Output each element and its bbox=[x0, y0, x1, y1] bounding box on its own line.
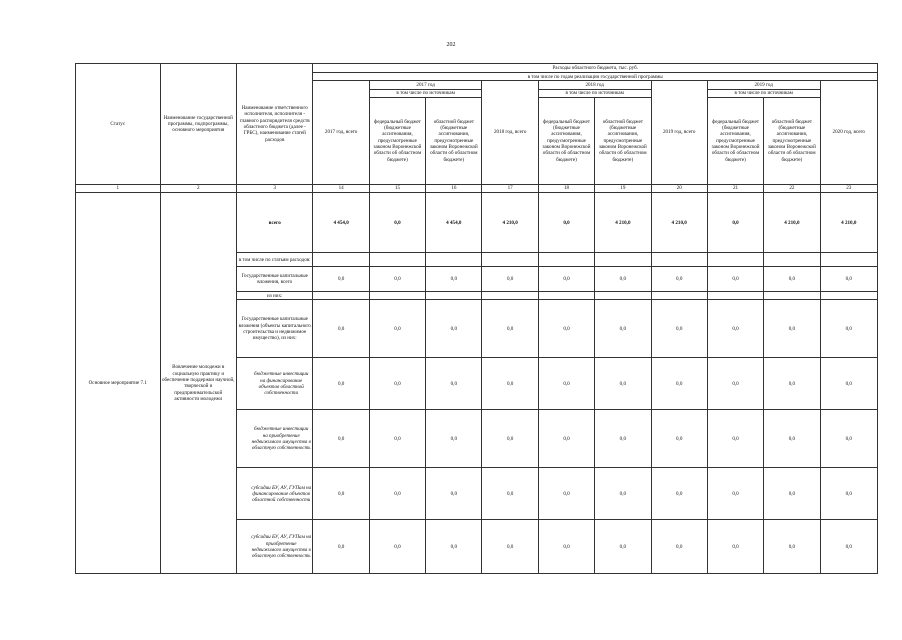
value-cell: 0,0 bbox=[482, 300, 538, 358]
value-cell bbox=[538, 253, 594, 267]
value-cell: 0,0 bbox=[538, 520, 594, 574]
value-cell bbox=[595, 253, 651, 267]
row-label: из них: bbox=[236, 292, 312, 300]
value-cell: 0,0 bbox=[369, 300, 425, 358]
value-cell: 4 210,0 bbox=[595, 193, 651, 253]
value-cell bbox=[651, 253, 707, 267]
header-total-2018: 2018 год, всего bbox=[482, 81, 538, 185]
table-row bbox=[76, 193, 878, 253]
header-regional-2018: областной бюджет (бюджетные ассигнования, предусмотренные законом Воронежской области об областном бюджете) bbox=[595, 97, 651, 184]
column-number: 18 bbox=[538, 184, 594, 192]
value-cell bbox=[313, 253, 369, 267]
value-cell bbox=[538, 292, 594, 300]
column-number: 3 bbox=[236, 184, 312, 192]
value-cell: 0,0 bbox=[764, 468, 820, 520]
value-cell: 0,0 bbox=[482, 520, 538, 574]
value-cell: 0,0 bbox=[707, 410, 763, 468]
header-total-2019: 2019 год, всего bbox=[651, 81, 707, 185]
header-total-2020: 2020 год, всего bbox=[820, 81, 877, 185]
column-number: 22 bbox=[764, 184, 820, 192]
value-cell: 0,0 bbox=[482, 267, 538, 292]
row-label: субсидии БУ, АУ, ГУПам на приобретение недвижимого имущества в областную собственность bbox=[236, 520, 312, 574]
header-federal-2017: федеральный бюджет (бюджетные ассигнования, предусмотренные законом Воронежской области об областном бюджете) bbox=[369, 97, 425, 184]
value-cell bbox=[426, 292, 482, 300]
header-status: Статус bbox=[76, 64, 161, 185]
value-cell: 4 454,0 bbox=[426, 193, 482, 253]
value-cell: 0,0 bbox=[482, 468, 538, 520]
value-cell: 0,0 bbox=[426, 410, 482, 468]
value-cell: 0,0 bbox=[651, 410, 707, 468]
status-cell: Основное мероприятие 7.1 bbox=[76, 193, 161, 574]
value-cell: 0,0 bbox=[764, 300, 820, 358]
value-cell: 4 210,0 bbox=[820, 193, 877, 253]
column-number: 20 bbox=[651, 184, 707, 192]
row-label: Государственные капитальные вложения, всего bbox=[236, 267, 312, 292]
value-cell: 0,0 bbox=[426, 358, 482, 410]
value-cell: 0,0 bbox=[313, 468, 369, 520]
page-number: 202 bbox=[446, 42, 456, 48]
value-cell: 0,0 bbox=[595, 410, 651, 468]
value-cell: 0,0 bbox=[707, 358, 763, 410]
value-cell: 0,0 bbox=[595, 468, 651, 520]
header-expenses: Расходы областного бюджета, тыс. руб. bbox=[313, 64, 878, 73]
value-cell: 0,0 bbox=[426, 267, 482, 292]
value-cell: 0,0 bbox=[820, 267, 877, 292]
value-cell: 0,0 bbox=[538, 410, 594, 468]
value-cell: 0,0 bbox=[482, 410, 538, 468]
column-number: 17 bbox=[482, 184, 538, 192]
column-number: 2 bbox=[160, 184, 236, 192]
value-cell: 0,0 bbox=[651, 267, 707, 292]
value-cell: 0,0 bbox=[369, 410, 425, 468]
row-label: субсидии БУ, АУ, ГУПам на финансирование объектов областной собственности bbox=[236, 468, 312, 520]
value-cell bbox=[764, 292, 820, 300]
value-cell: 0,0 bbox=[313, 267, 369, 292]
value-cell: 0,0 bbox=[595, 358, 651, 410]
value-cell: 0,0 bbox=[369, 358, 425, 410]
value-cell: 0,0 bbox=[707, 520, 763, 574]
value-cell: 0,0 bbox=[369, 193, 425, 253]
value-cell: 4 210,0 bbox=[482, 193, 538, 253]
column-number: 14 bbox=[313, 184, 369, 192]
value-cell bbox=[764, 253, 820, 267]
header-year-2019: 2019 год bbox=[707, 81, 820, 89]
value-cell: 0,0 bbox=[482, 358, 538, 410]
value-cell bbox=[707, 253, 763, 267]
value-cell: 0,0 bbox=[820, 300, 877, 358]
header-total-2017: 2017 год, всего bbox=[313, 81, 369, 185]
column-number: 19 bbox=[595, 184, 651, 192]
value-cell: 0,0 bbox=[651, 468, 707, 520]
value-cell: 0,0 bbox=[707, 267, 763, 292]
value-cell: 0,0 bbox=[764, 358, 820, 410]
value-cell bbox=[369, 292, 425, 300]
row-label: в том числе по статьям расходов: bbox=[236, 253, 312, 267]
value-cell: 0,0 bbox=[595, 520, 651, 574]
header-program-name: Наименование государственной программы, подпрограммы, основного мероприятия bbox=[160, 64, 236, 185]
value-cell: 4 210,0 bbox=[651, 193, 707, 253]
value-cell: 0,0 bbox=[707, 300, 763, 358]
value-cell bbox=[482, 253, 538, 267]
column-number: 23 bbox=[820, 184, 877, 192]
value-cell: 0,0 bbox=[426, 468, 482, 520]
value-cell: 0,0 bbox=[595, 300, 651, 358]
header-year-2017: 2017 год bbox=[369, 81, 482, 89]
value-cell: 0,0 bbox=[651, 358, 707, 410]
value-cell: 0,0 bbox=[313, 520, 369, 574]
value-cell: 0,0 bbox=[651, 520, 707, 574]
header-sources-2018: в том числе по источникам bbox=[538, 89, 651, 97]
value-cell bbox=[820, 253, 877, 267]
row-label: Государственные капитальные вложения (объекты капитального строительства и недвижимое имущество), из них: bbox=[236, 300, 312, 358]
value-cell: 4 210,0 bbox=[764, 193, 820, 253]
value-cell: 0,0 bbox=[369, 267, 425, 292]
header-federal-2018: федеральный бюджет (бюджетные ассигнования, предусмотренные законом Воронежской области об областном бюджете) bbox=[538, 97, 594, 184]
value-cell bbox=[707, 292, 763, 300]
value-cell bbox=[595, 292, 651, 300]
column-numbers-row bbox=[76, 184, 878, 192]
value-cell: 0,0 bbox=[707, 193, 763, 253]
column-number: 15 bbox=[369, 184, 425, 192]
value-cell: 0,0 bbox=[426, 300, 482, 358]
row-label: бюджетные инвестиции на финансирование объектов областной собственности bbox=[236, 358, 312, 410]
value-cell: 0,0 bbox=[313, 300, 369, 358]
program-name-cell: Вовлечение молодежи в социальную практику и обеспечение поддержки научной, творческой и предпринимательской активности молодежи bbox=[160, 193, 236, 574]
value-cell bbox=[651, 292, 707, 300]
value-cell: 0,0 bbox=[538, 193, 594, 253]
value-cell: 0,0 bbox=[538, 267, 594, 292]
value-cell: 0,0 bbox=[538, 358, 594, 410]
value-cell: 0,0 bbox=[595, 267, 651, 292]
header-federal-2019: федеральный бюджет (бюджетные ассигнования, предусмотренные законом Воронежской области об областном бюджете) bbox=[707, 97, 763, 184]
value-cell bbox=[369, 253, 425, 267]
value-cell: 0,0 bbox=[313, 410, 369, 468]
row-label: бюджетные инвестиции на приобретение недвижимого имущества в областную собственность bbox=[236, 410, 312, 468]
value-cell bbox=[820, 292, 877, 300]
value-cell: 0,0 bbox=[538, 300, 594, 358]
header-year-2018: 2018 год bbox=[538, 81, 651, 89]
header-regional-2017: областной бюджет (бюджетные ассигнования, предусмотренные законом Воронежской области об областном бюджете) bbox=[426, 97, 482, 184]
value-cell: 0,0 bbox=[764, 520, 820, 574]
value-cell: 0,0 bbox=[820, 520, 877, 574]
header-sources-2017: в том числе по источникам bbox=[369, 89, 482, 97]
value-cell: 0,0 bbox=[707, 468, 763, 520]
value-cell bbox=[313, 292, 369, 300]
header-by-years: в том числе по годам реализации государственной программы bbox=[313, 73, 878, 81]
value-cell: 0,0 bbox=[764, 267, 820, 292]
column-number: 16 bbox=[426, 184, 482, 192]
value-cell: 0,0 bbox=[820, 468, 877, 520]
value-cell: 0,0 bbox=[369, 520, 425, 574]
column-number: 1 bbox=[76, 184, 161, 192]
value-cell bbox=[482, 292, 538, 300]
value-cell: 0,0 bbox=[651, 300, 707, 358]
value-cell: 0,0 bbox=[820, 358, 877, 410]
value-cell: 0,0 bbox=[369, 468, 425, 520]
header-sources-2019: в том числе по источникам bbox=[707, 89, 820, 97]
value-cell bbox=[426, 253, 482, 267]
budget-table bbox=[75, 63, 878, 574]
value-cell: 0,0 bbox=[764, 410, 820, 468]
value-cell: 4 454,0 bbox=[313, 193, 369, 253]
header-executor: Наименование ответственного исполнителя, исполнителя - главного распорядителя средств областного бюджета (далее - ГРБС), наименование статей расходов bbox=[236, 64, 312, 185]
value-cell: 0,0 bbox=[820, 410, 877, 468]
value-cell: 0,0 bbox=[538, 468, 594, 520]
value-cell: 0,0 bbox=[313, 358, 369, 410]
row-label: всего bbox=[236, 193, 312, 253]
value-cell: 0,0 bbox=[426, 520, 482, 574]
header-regional-2019: областной бюджет (бюджетные ассигнования, предусмотренные законом Воронежской области об областном бюджете) bbox=[764, 97, 820, 184]
column-number: 21 bbox=[707, 184, 763, 192]
